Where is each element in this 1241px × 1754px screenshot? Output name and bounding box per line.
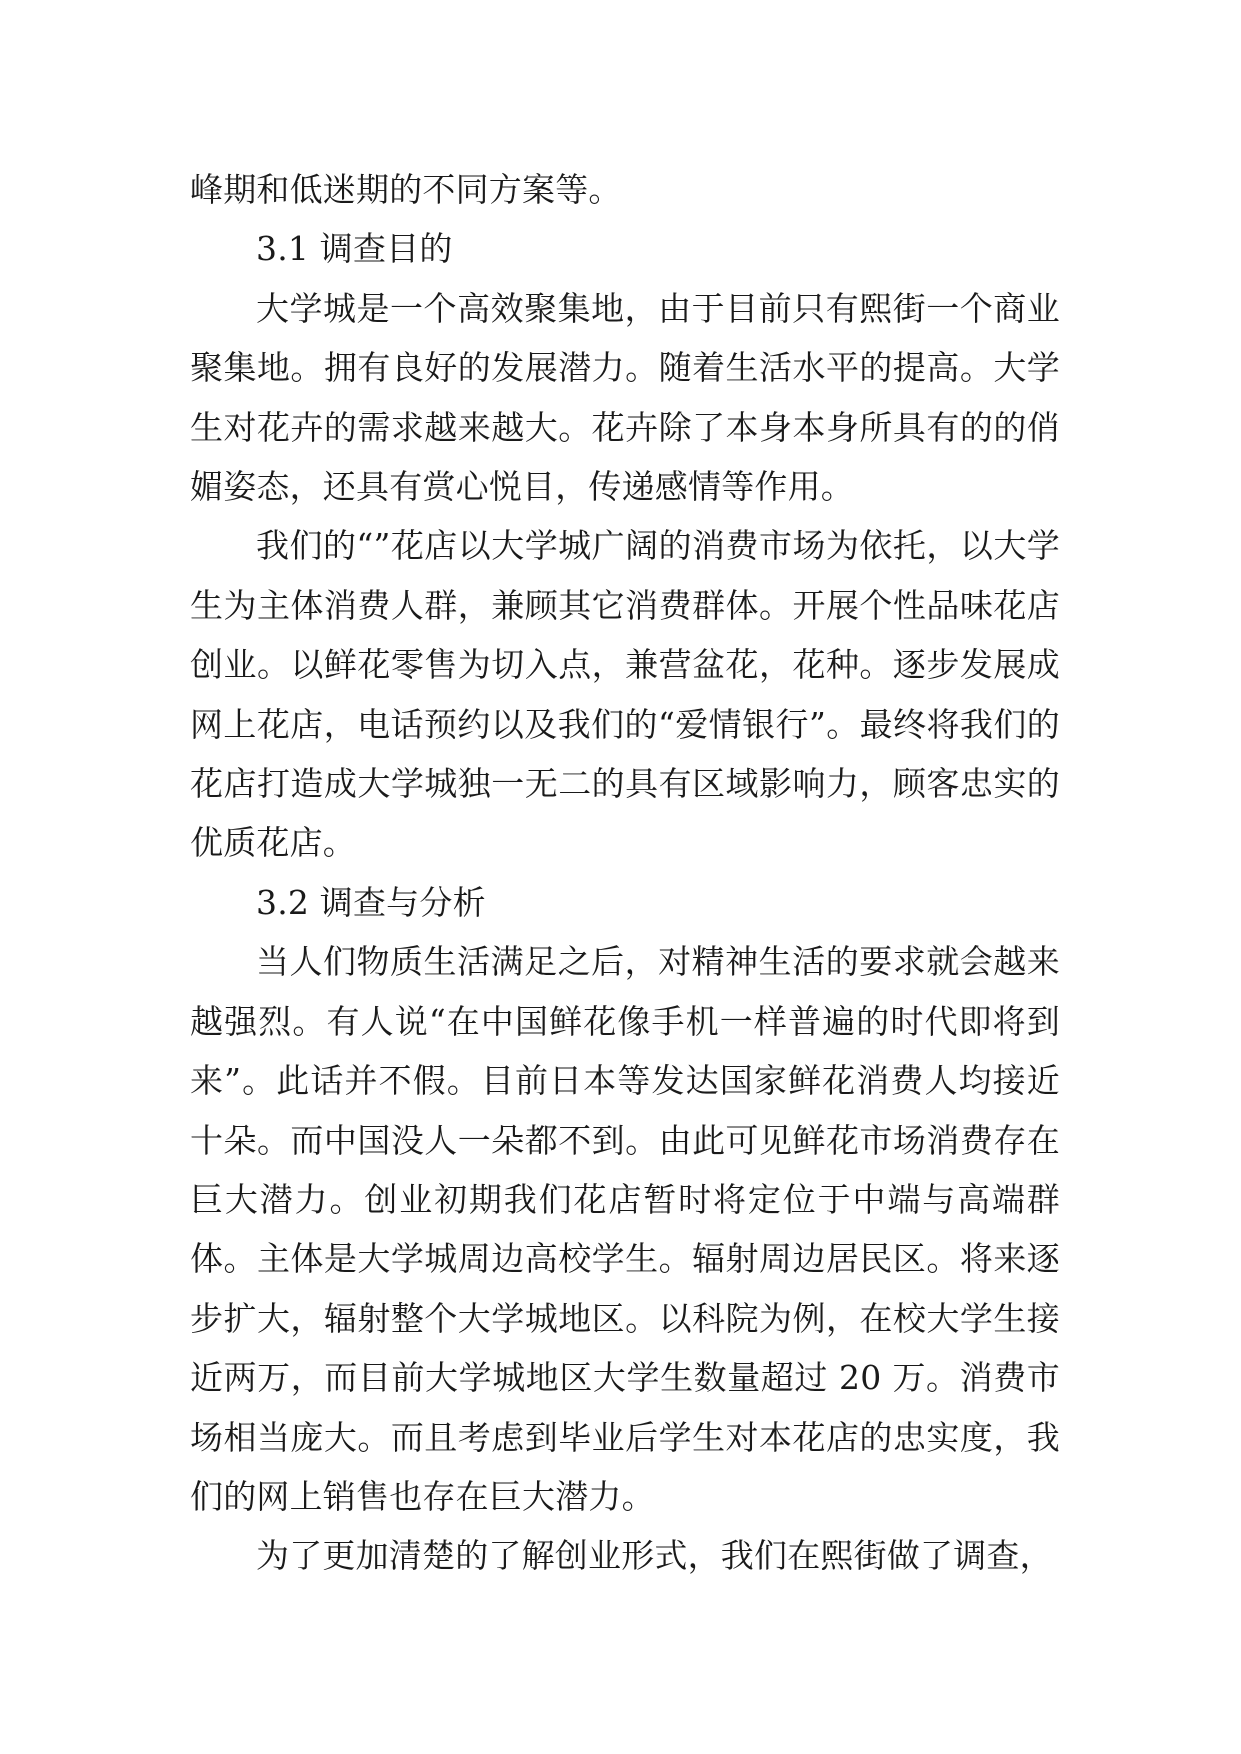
paragraph: 为了更加清楚的了解创业形式，我们在熙街做了调查， bbox=[256, 1536, 1053, 1576]
paragraph: 我们的“”花店以大学城广阔的消费市场为依托，以大学生为主体消费人群，兼顾其它消费群体。开展个性品味花店创业。以鲜花零售为切入点，兼营盆花，花种。逐步发展成网上花店，电话预约以及我们的“爱情银行”。最终将我们的花店打造成大学城独一无二的具有区域影响力，顾客忠实的优质花店。 bbox=[190, 526, 1060, 863]
paragraph: 当人们物质生活满足之后，对精神生活的要求就会越来越强烈。有人说“在中国鲜花像手机一样普遍的时代即将到来”。此话并不假。目前日本等发达国家鲜花消费人均接近十朵。而中国没人一朵都不到。由此可见鲜花市场消费存在巨大潜力。创业初期我们花店暂时将定位于中端与高端群体。主体是大学城周边高校学生。辐射周边居民区。将来逐步扩大，辐射整个大学城地区。以科院为例，在校大学生接近两万，而目前大学城地区大学生数量超过 20 万。消费市场相当庞大。而且考虑到毕业后学生对本花店的忠实度，我们的网上销售也存在巨大潜力。 bbox=[190, 942, 1060, 1516]
paragraph: 大学城是一个高效聚集地，由于目前只有熙街一个商业聚集地。拥有良好的发展潜力。随着生活水平的提高。大学生对花卉的需求越来越大。花卉除了本身本身所具有的的俏媚姿态，还具有赏心悦目，传递感情等作用。 bbox=[190, 288, 1060, 507]
paragraph-continuation: 峰期和低迷期的不同方案等。 bbox=[190, 170, 622, 209]
document-body bbox=[190, 160, 1060, 1586]
section-heading-3-2: 3.2 调查与分析 bbox=[256, 882, 486, 922]
section-heading-3-1: 3.1 调查目的 bbox=[256, 229, 453, 269]
